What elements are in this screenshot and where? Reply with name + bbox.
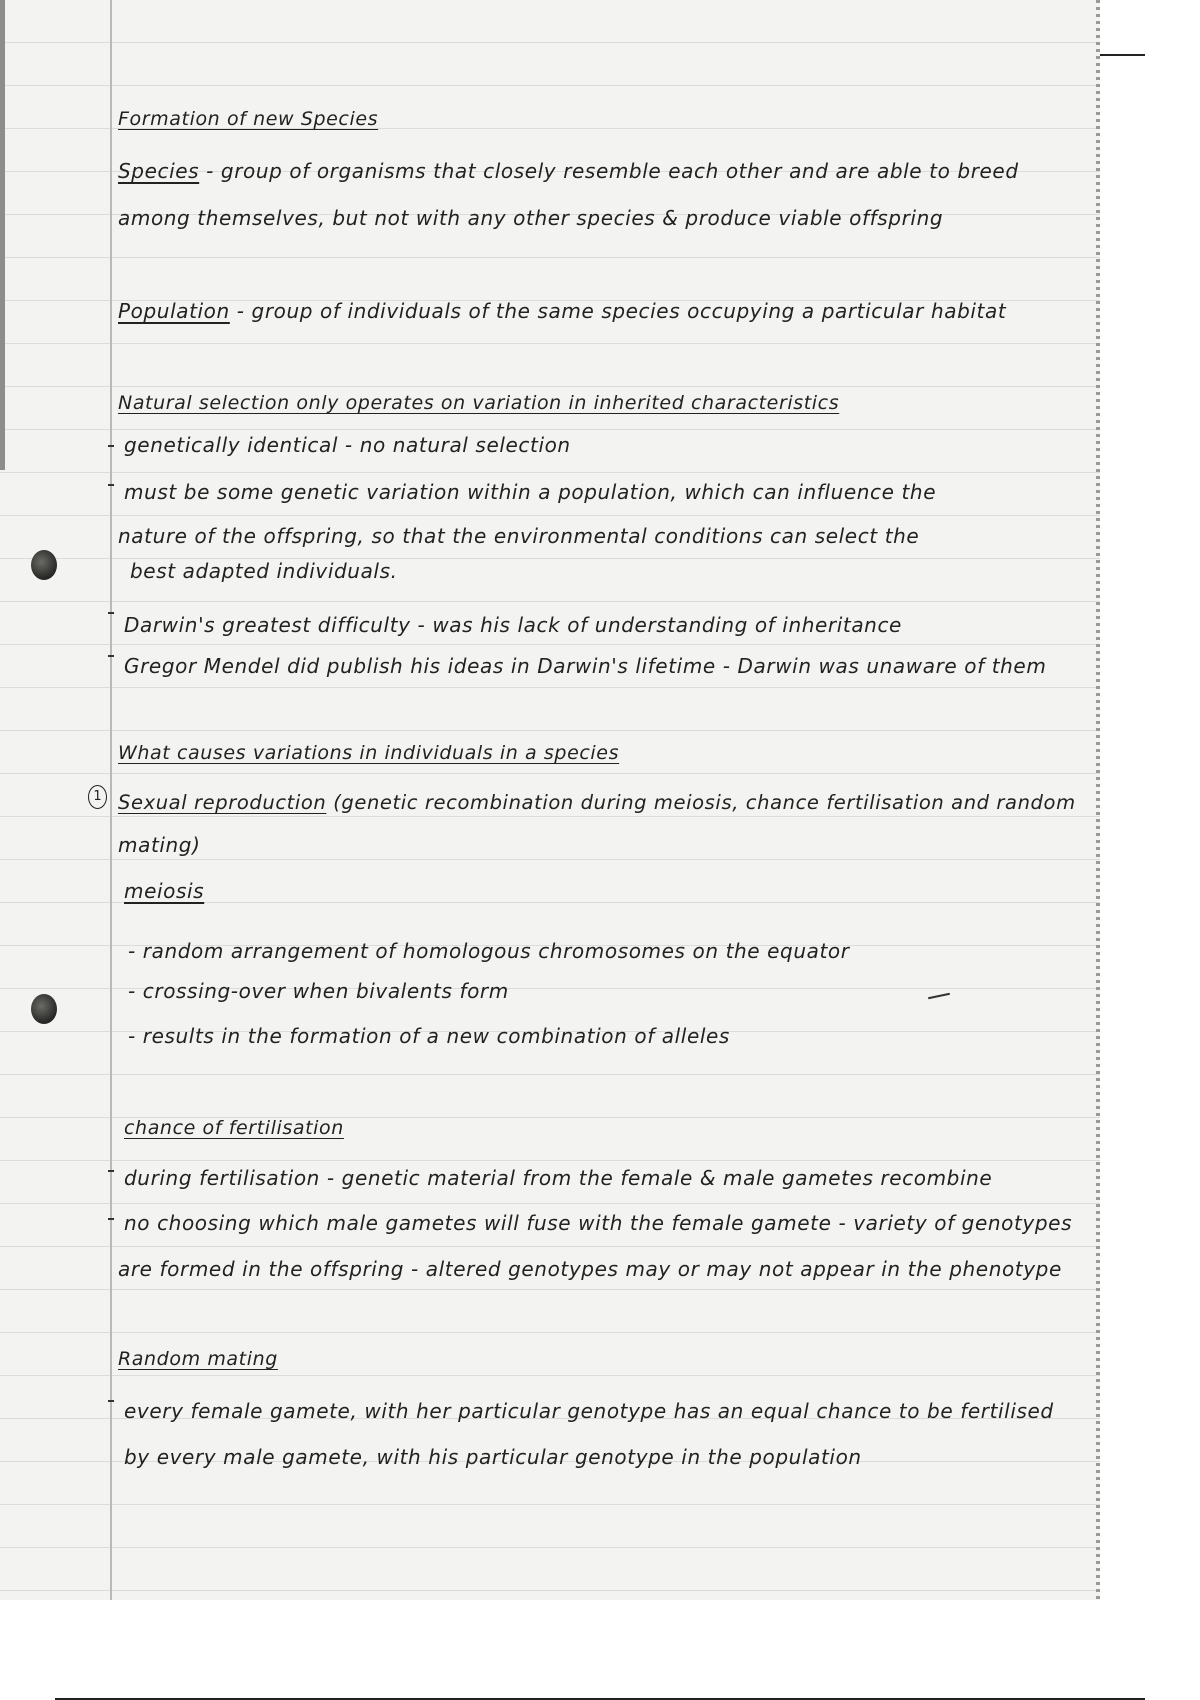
pen-mark <box>928 993 950 1000</box>
natural-selection-line: Darwin's greatest difficulty - was his lack of understanding of inheritance <box>124 613 902 637</box>
bullet-dash <box>108 655 114 657</box>
natural-selection-heading: Natural selection only operates on variation in inherited characteristics <box>118 392 840 414</box>
meiosis-point: - results in the formation of a new combination of alleles <box>128 1024 730 1048</box>
natural-selection-line: must be some genetic variation within a population, which can influence the <box>124 480 937 504</box>
punch-hole-icon <box>31 550 57 580</box>
binder-edge <box>0 0 5 470</box>
bullet-dash <box>108 1400 114 1402</box>
margin-line <box>110 0 112 1600</box>
sexual-reproduction-label: Sexual reproduction <box>118 791 327 814</box>
scan-mark <box>1100 54 1145 56</box>
punch-hole-icon <box>31 994 57 1024</box>
fertilisation-line: during fertilisation - genetic material from the female & male gametes recombine <box>124 1166 993 1190</box>
bullet-dash <box>108 1170 114 1172</box>
random-mating-heading: Random mating <box>118 1348 278 1370</box>
sexual-reproduction-text: (genetic recombination during meiosis, chance fertilisation and random <box>326 791 1076 814</box>
perforated-edge <box>1096 0 1100 1600</box>
fertilisation-line: are formed in the offspring - altered genotypes may or may not appear in the phenotype <box>118 1257 1062 1281</box>
sexual-reproduction-cont: mating) <box>118 833 201 857</box>
population-text: - group of individuals of the same species occupying a particular habitat <box>229 299 1007 323</box>
bullet-dash <box>108 484 114 486</box>
sexual-reproduction-line <box>118 790 1076 816</box>
natural-selection-line: best adapted individuals. <box>130 559 398 583</box>
bullet-dash <box>108 1218 114 1220</box>
population-label: Population <box>118 299 230 323</box>
meiosis-label: meiosis <box>124 879 205 903</box>
natural-selection-line: Gregor Mendel did publish his ideas in Darwin's lifetime - Darwin was unaware of them <box>124 654 1047 678</box>
fertilisation-line: no choosing which male gametes will fuse with the female gamete - variety of genotypes <box>124 1211 1073 1235</box>
species-definition-line2: among themselves, but not with any other species & produce viable offspring <box>118 206 944 230</box>
random-mating-line: by every male gamete, with his particular genotype in the population <box>124 1445 862 1469</box>
fertilisation-heading: chance of fertilisation <box>124 1117 344 1139</box>
variation-heading: What causes variations in individuals in a species <box>118 742 620 764</box>
bullet-dash <box>108 612 114 614</box>
natural-selection-line: genetically identical - no natural selection <box>124 433 571 457</box>
random-mating-line: every female gamete, with her particular genotype has an equal chance to be fertilised <box>124 1399 1054 1423</box>
species-label: Species <box>118 159 200 183</box>
species-text: - group of organisms that closely resemble each other and are able to breed <box>199 159 1019 183</box>
population-definition <box>118 298 1006 324</box>
meiosis-point: - crossing-over when bivalents form <box>128 979 509 1003</box>
page-title: Formation of new Species <box>118 108 379 130</box>
item-number: 1 <box>88 785 107 809</box>
bullet-dash <box>108 445 114 447</box>
species-definition-line1 <box>118 158 1019 184</box>
natural-selection-line: nature of the offspring, so that the environmental conditions can select the <box>118 524 920 548</box>
meiosis-point: - random arrangement of homologous chromosomes on the equator <box>128 939 850 963</box>
